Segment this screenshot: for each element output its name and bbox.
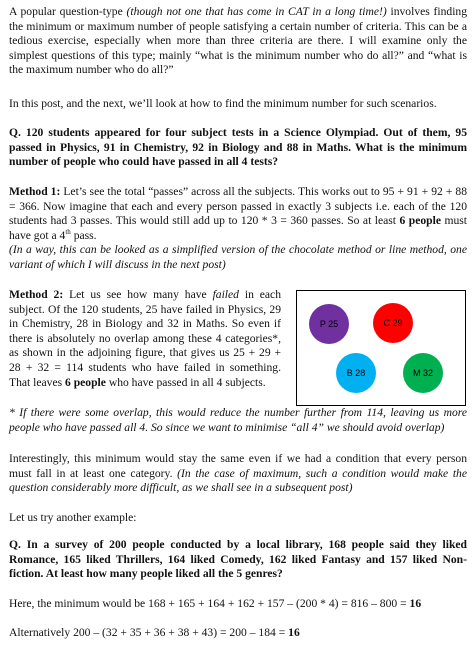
circle-maths	[403, 353, 443, 393]
circle-biology-label: B 28	[346, 368, 366, 378]
intro-text-2: involves finding the minimum or maximum number of people satisfying a certain number of criteria. This can be a tedious exercise, especially when more than three criteria are there. I will examine only the simplest questions of this type; mainly “what is the minimum number who do all?” and “what is the maximum number who do all?”	[9, 5, 468, 77]
answer-1-text: Here, the minimum would be 168 + 165 + 164 + 162 + 157 – (200 * 4) = 816 – 800 =	[9, 597, 410, 610]
method-2-emphasis: failed	[212, 288, 239, 301]
intro-text-1: A popular question-type	[9, 5, 127, 18]
answer-2-value: 16	[288, 626, 300, 639]
post-plan-paragraph: In this post, and the next, we’ll look at how to find the minimum number for such scenarios.	[9, 97, 437, 110]
note-2-paragraph	[9, 406, 467, 435]
note-2-text: * If there were some overlap, this would reduce the number further from 114, leaving us more people who have passed all 4. So since we want to minimise “all 4” we should avoid overlap)	[9, 406, 467, 434]
note-1-text: (In a way, this can be looked as a simplified version of the chocolate method or line method, one variant of which I will discuss in the next post)	[9, 243, 467, 271]
answer-2-text: Alternatively 200 – (32 + 35 + 36 + 38 + 43) = 200 – 184 =	[9, 626, 289, 639]
method-1-paragraph	[9, 185, 467, 243]
circle-physics-label: P 25	[319, 319, 339, 329]
intro-paragraph	[9, 5, 467, 78]
interest-text: Interestingly, this minimum would stay the same even if we had a condition that every person must fall in at least one category.	[9, 452, 467, 480]
method-1-text-2: must have got a 4	[9, 214, 468, 242]
circle-physics	[309, 304, 349, 344]
method-2-text-3: who have passed in all 4 subjects.	[105, 375, 266, 389]
question-2-text: Q. In a survey of 200 people conducted by a local library, 168 people said they liked Romance, 165 liked Thrillers, 164 liked Comedy, 162 liked Fantasy and 157 liked Non-fiction. At least how many people liked all the 5 genres?	[9, 538, 467, 581]
interest-paragraph	[9, 452, 467, 496]
circle-biology	[336, 353, 376, 393]
circle-chemistry	[373, 303, 413, 343]
answer-1-paragraph	[9, 597, 467, 612]
method-1-superscript: th	[65, 227, 71, 236]
method-1-answer: 6 people	[399, 214, 441, 228]
circle-chemistry-label: C 29	[383, 318, 403, 328]
answer-2-paragraph	[9, 626, 467, 641]
question-1	[9, 126, 467, 170]
method-2-text-1: Let us see how many have	[63, 288, 213, 301]
method-2-paragraph	[9, 288, 281, 390]
intro-aside: (though not one that has come in CAT in a long time!)	[126, 5, 387, 18]
question-1-text: Q. 120 students appeared for four subject tests in a Science Olympiad. Out of them, 95 passed in Physics, 91 in Chemistry, 92 in Biology and 88 in Maths. What is the minimum number of people who could have passed in all 4 tests?	[9, 126, 467, 169]
another-example-text: Let us try another example:	[9, 511, 137, 524]
note-1-paragraph	[9, 243, 467, 272]
method-2-answer: 6 people	[65, 375, 106, 389]
venn-figure	[296, 290, 466, 406]
method-2-text-2: in each subject. Of the 120 students, 25 have failed in Physics, 29 in Chemistry, 28 in Biology and 32 in Maths. So even if there is absolutely no overlap among these 4 categories*, as shown in the adjoining figure, that gives us 25 + 29 + 28 + 32 = 114 students who have failed in something. That leaves	[9, 288, 281, 389]
method-1-label: Method 1:	[9, 185, 61, 198]
venn-figure-svg	[297, 291, 464, 404]
method-1-text-3: pass.	[70, 228, 97, 242]
method-2-label: Method 2:	[9, 288, 64, 301]
circle-maths-label: M 32	[412, 368, 434, 378]
question-2	[9, 538, 467, 582]
method-1-text-1: Let’s see the total “passes” across all the subjects. This works out to 95 + 91 + 92 + 88 = 366. Now imagine that each and every person passed in exactly 3 subjects i.e. each of the 120 students had 3 passes. This would still add up to 120 * 3 = 360 passes. So at least	[9, 185, 467, 228]
interest-aside: (In the case of maximum, such a condition would make the question considerably more difficult, as we shall see in a subsequent post)	[9, 466, 467, 495]
answer-1-value: 16	[409, 597, 422, 610]
